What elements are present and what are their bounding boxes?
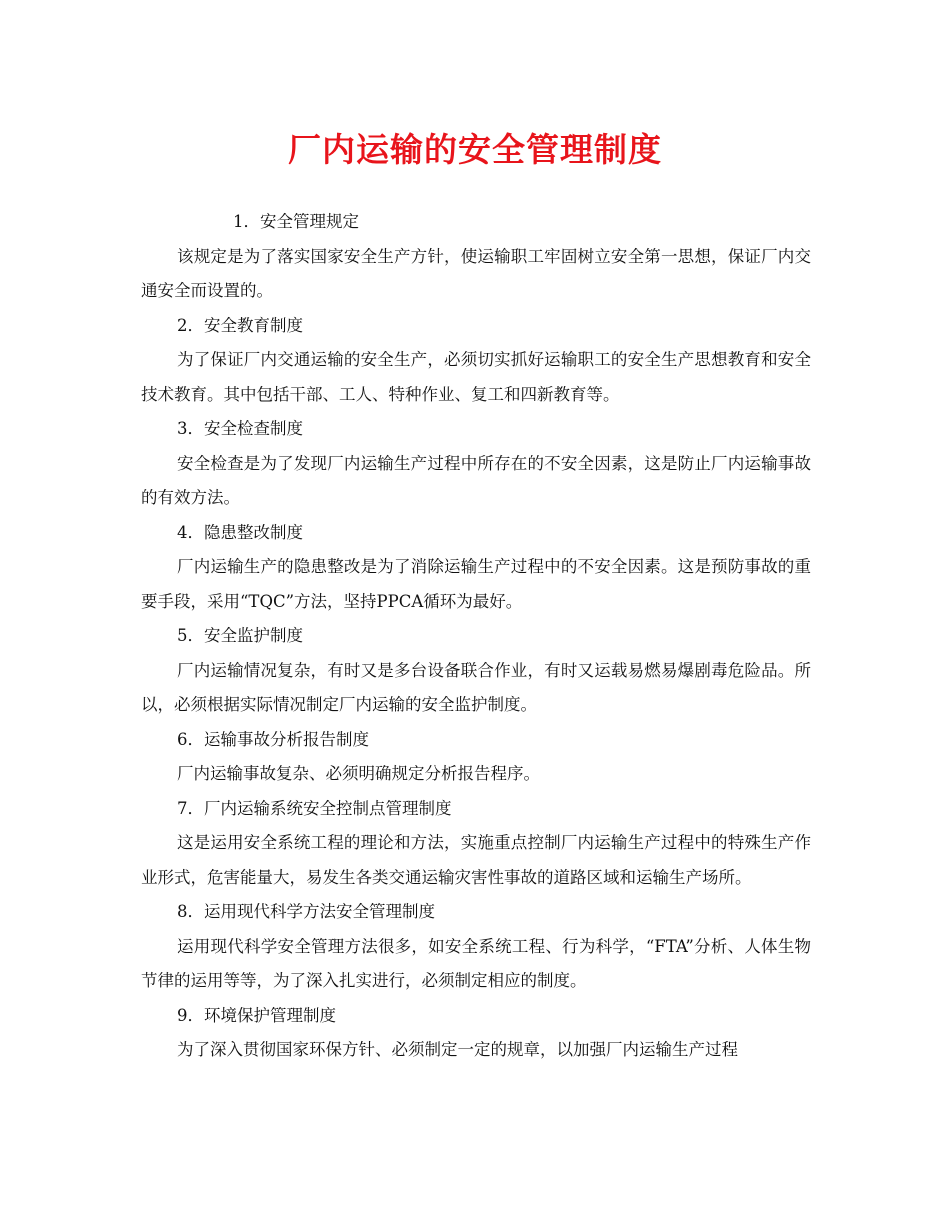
document-body (141, 205, 811, 1068)
section-body-2: 为了保证厂内交通运输的安全生产，必须切实抓好运输职工的安全生产思想教育和安全技术教育。其中包括干部、工人、特种作业、复工和四新教育等。 (141, 350, 811, 404)
section-heading-4: 4．隐患整改制度 (177, 522, 303, 542)
section-body-1: 该规定是为了落实国家安全生产方针，使运输职工牢固树立安全第一思想，保证厂内交通安全而设置的。 (141, 246, 811, 300)
section-body-8: 运用现代科学安全管理方法很多，如安全系统工程、行为科学，“FTA”分析、人体生物节律的运用等等，为了深入扎实进行，必须制定相应的制度。 (141, 936, 811, 990)
section-heading-1: 1．安全管理规定 (233, 212, 359, 231)
section-body-5: 厂内运输情况复杂，有时又是多台设备联合作业，有时又运载易燃易爆剧毒危险品。所以，必须根据实际情况制定厂内运输的安全监护制度。 (141, 660, 811, 714)
section-heading-3: 3．安全检查制度 (177, 419, 303, 438)
section-body-3: 安全检查是为了发现厂内运输生产过程中所存在的不安全因素，这是防止厂内运输事故的有效方法。 (141, 453, 811, 507)
section-body-4: 厂内运输生产的隐患整改是为了消除运输生产过程中的不安全因素。这是预防事故的重要手段，采用“TQC”方法，坚持PPCA循环为最好。 (141, 557, 811, 611)
section-heading-2: 2．安全教育制度 (177, 315, 303, 335)
section-body-7: 这是运用安全系统工程的理论和方法，实施重点控制厂内运输生产过程中的特殊生产作业形式，危害能量大，易发生各类交通运输灾害性事故的道路区域和运输生产场所。 (141, 833, 811, 887)
section-heading-7: 7．厂内运输系统安全控制点管理制度 (177, 798, 452, 818)
section-heading-5: 5．安全监护制度 (177, 626, 303, 645)
document-title: 厂内运输的安全管理制度 (288, 130, 662, 169)
section-heading-8: 8．运用现代科学方法安全管理制度 (177, 902, 435, 921)
section-body-9: 为了深入贯彻国家环保方针、必须制定一定的规章，以加强厂内运输生产过程 (177, 1040, 738, 1059)
section-heading-6: 6．运输事故分析报告制度 (177, 729, 369, 749)
section-heading-9: 9．环境保护管理制度 (177, 1005, 336, 1025)
section-body-6: 厂内运输事故复杂、必须明确规定分析报告程序。 (177, 764, 540, 783)
